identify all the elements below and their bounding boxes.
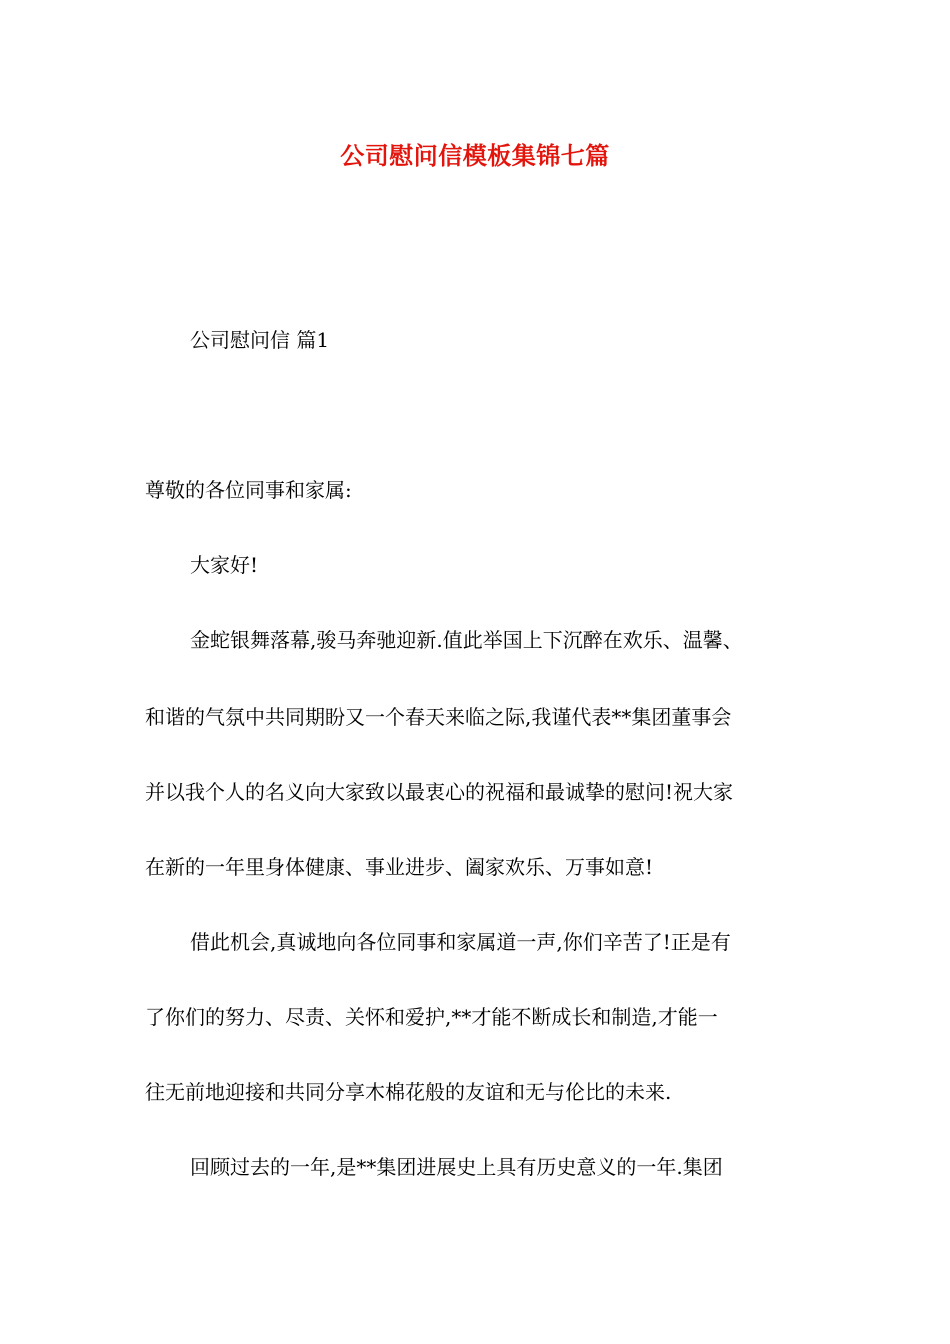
paragraph-line: 了你们的努力、尽责、关怀和爱护,**才能不断成长和制造,才能一	[145, 1005, 718, 1029]
paragraph-line: 和谐的气氛中共同期盼又一个春天来临之际,我谨代表**集团董事会	[145, 705, 732, 729]
paragraph-line: 回顾过去的一年,是**集团进展史上具有历史意义的一年.集团	[190, 1155, 723, 1179]
paragraph-line: 并以我个人的名义向大家致以最衷心的祝福和最诚挚的慰问!祝大家	[145, 780, 734, 804]
paragraph-line: 在新的一年里身体健康、事业进步、阖家欢乐、万事如意!	[145, 855, 654, 879]
greeting: 大家好!	[190, 553, 259, 577]
paragraph-line: 借此机会,真诚地向各位同事和家属道一声,你们辛苦了!正是有	[190, 930, 731, 954]
document-title: 公司慰问信模板集锦七篇	[340, 142, 610, 170]
paragraph-line: 金蛇银舞落幕,骏马奔驰迎新.值此举国上下沉醉在欢乐、温馨、	[190, 628, 743, 652]
section-heading: 公司慰问信 篇1	[190, 328, 330, 352]
paragraph-line: 往无前地迎接和共同分享木棉花般的友谊和无与伦比的未来.	[145, 1080, 672, 1104]
salutation: 尊敬的各位同事和家属:	[145, 478, 352, 502]
